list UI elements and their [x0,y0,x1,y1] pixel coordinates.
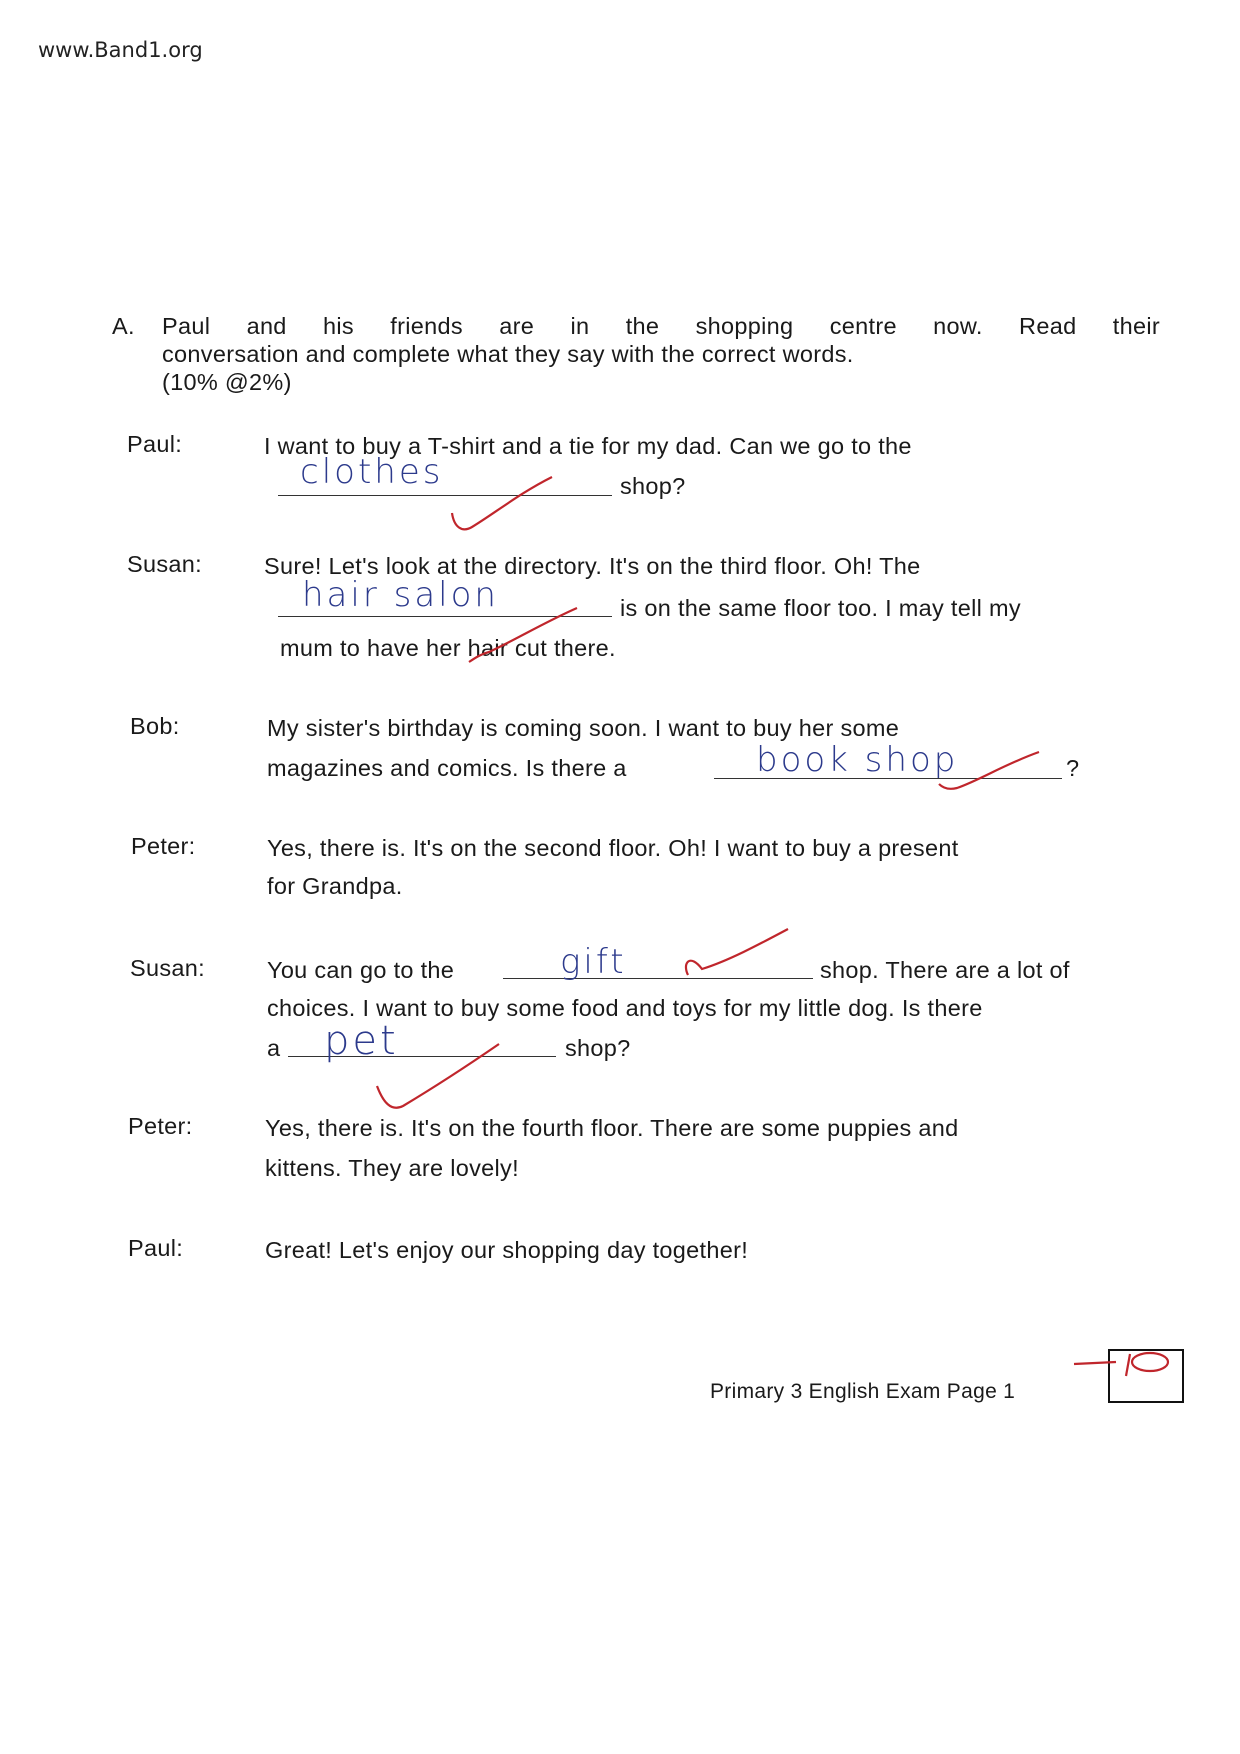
speaker-label: Susan: [130,955,205,981]
instructions [112,312,1160,396]
watermark: www.Band1.org [38,38,203,62]
instruction-line-1: Paul and his friends are in the shopping centre now. Read their [162,313,1160,339]
dialogue-text: mum to have her hair cut there. [280,635,616,661]
dialogue-text: a [267,1035,281,1061]
dialogue-text: My sister's birthday is coming soon. I want to buy her some [267,715,900,741]
section-letter: A. [112,313,135,339]
dialogue-text: ? [1066,755,1080,781]
tick-mark-icon [935,748,1045,798]
speaker-label: Paul: [127,431,183,457]
dialogue-text: You can go to the [267,957,455,983]
speaker-label: Bob: [130,713,180,739]
dialogue-text: Great! Let's enjoy our shopping day together! [265,1237,749,1263]
handwritten-answer: gift [560,942,627,982]
handwritten-answer: clothes [300,452,444,492]
dialogue-text: for Grandpa. [267,873,403,899]
handwritten-answer: hair salon [302,575,499,615]
dialogue-text: shop? [620,473,686,499]
dialogue-text: I want to buy a T-shirt and a tie for my dad. Can we go to the [264,433,912,459]
tick-mark-icon [375,1040,505,1120]
dialogue-text: Yes, there is. It's on the second floor. Oh! I want to buy a present [267,835,959,861]
speaker-label: Peter: [131,833,196,859]
speaker-label: Paul: [128,1235,184,1261]
tick-mark-icon [465,600,585,670]
handwritten-answer: pet [324,1018,399,1064]
dialogue-text: shop? [565,1035,631,1061]
score-mark [1072,1346,1182,1386]
handwritten-answer: book shop [756,740,959,780]
dialogue-text: shop. There are a lot of [820,957,1070,983]
tick-mark-icon [680,925,800,985]
dialogue-text: magazines and comics. Is there a [267,755,627,781]
speaker-label: Peter: [128,1113,193,1139]
page-footer: Primary 3 English Exam Page 1 [710,1380,1016,1403]
tick-mark-icon [440,475,560,535]
instruction-line-2: conversation and complete what they say with the correct words. [162,341,854,367]
marks-allocation: (10% @2%) [162,369,292,395]
dialogue-text: Sure! Let's look at the directory. It's on the third floor. Oh! The [264,553,921,579]
dialogue-text: is on the same floor too. I may tell my [620,595,1021,621]
dialogue-text: kittens. They are lovely! [265,1155,519,1181]
dialogue-text: choices. I want to buy some food and toys for my little dog. Is there [267,995,983,1021]
speaker-label: Susan: [127,551,202,577]
dialogue-text: Yes, there is. It's on the fourth floor. There are some puppies and [265,1115,959,1141]
